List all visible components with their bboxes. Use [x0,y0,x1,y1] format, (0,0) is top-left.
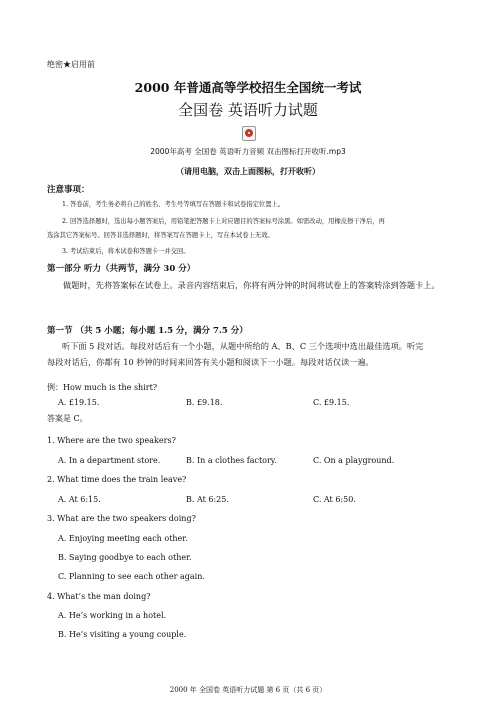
question-1: 1. Where are the two speakers? [47,436,176,445]
page-footer: 2000 年 全国卷 英语听力试题 第 6 页（共 6 页） [169,686,327,694]
audio-filename[interactable]: 2000年高考 全国卷 英语听力音频 双击图标打开收听.mp3 [150,147,346,156]
section-1-instructions-line-1: 听下面 5 段对话。每段对话后有一个小题，从题中所给的 A、B、C 三个选项中选出最佳选项。听完 [62,341,424,351]
question-2: 2. What time does the train leave? [47,475,187,484]
confidential-label: 绝密★启用前 [47,60,95,69]
example-question: 例：How much is the shirt? [47,383,158,392]
notice-item-1: 1. 答卷前，考生务必将自己的姓名、考生号等填写在答题卡和试卷指定位置上。 [62,201,285,208]
exam-subtitle: 全国卷 英语听力试题 [178,101,318,119]
part-1-heading: 第一部分 听力（共两节，满分 30 分） [47,264,196,274]
question-4-option-a: A. He’s working in a hotel. [58,611,167,620]
section-1-instructions-line-2: 每段对话后，你都有 10 秒钟的时间来回答有关小题和阅读下一小题。每段对话仅读一遍。 [47,357,374,367]
notice-item-2-line-1: 2. 回答选择题时，选出每小题答案后，用铅笔把答题卡上对应题目的答案标号涂黑。如需改动，用橡皮擦干净后，再 [62,218,385,225]
question-1-option-a: A. In a department store. [58,456,161,465]
question-1-option-c: C. On a playground. [313,456,395,465]
audio-file-icon[interactable] [242,126,256,141]
question-3-option-c: C. Planning to see each other again. [58,572,205,581]
question-2-option-b: B. At 6:25. [186,495,229,504]
question-2-option-a: A. At 6:15. [58,495,101,504]
part-1-intro: 做题时，先将答案标在试卷上。录音内容结束后，你将有两分钟的时间将试卷上的答案转涂到答题卡上。 [63,280,440,290]
section-1-heading: 第一节 （共 5 小题；每小题 1.5 分，满分 7.5 分） [47,326,248,336]
question-4-option-b: B. He’s visiting a young couple. [58,630,187,639]
question-4: 4. What’s the man doing? [47,592,151,601]
notice-item-2-line-2: 选涂其它答案标号。回答非选择题时，将答案写在答题卡上，写在本试卷上无效。 [47,232,274,239]
example-option-b: B. £9.18. [186,398,223,407]
notice-heading: 注意事项： [47,185,90,195]
question-1-option-b: B. In a clothes factory. [186,456,277,465]
example-answer: 答案是 C。 [47,414,88,423]
disc-hole [248,132,250,134]
question-2-option-c: C. At 6:50. [313,495,356,504]
notice-item-3: 3. 考试结束后，将本试卷和答题卡一并交回。 [62,248,190,255]
question-3: 3. What are the two speakers doing? [47,514,196,523]
audio-hint: （请用电脑，双击上面图标，打开收听） [176,166,320,176]
question-3-option-a: A. Enjoying meeting each other. [58,534,188,543]
example-option-a: A. £19.15. [58,398,100,407]
example-option-c: C. £9.15. [313,398,350,407]
exam-title: 2000 年普通高等学校招生全国统一考试 [134,80,362,95]
question-3-option-b: B. Saying goodbye to each other. [58,553,192,562]
